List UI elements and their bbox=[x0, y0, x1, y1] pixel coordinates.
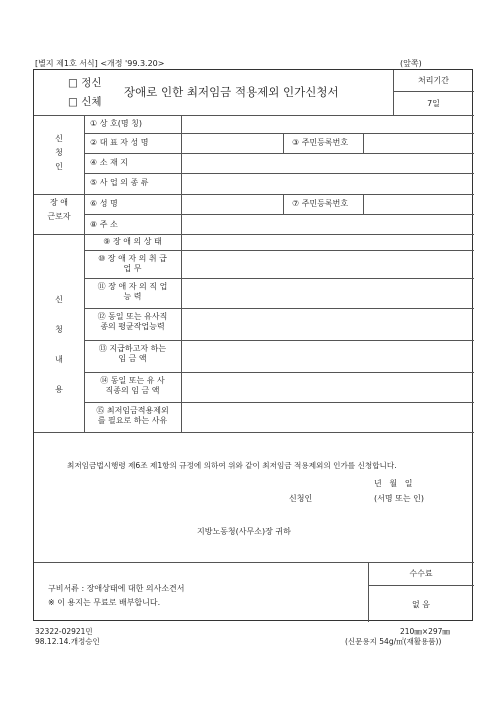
application-form bbox=[33, 69, 473, 621]
exemption-reason-label-line2: 를 필요로 하는 사유 bbox=[97, 416, 168, 425]
paper-type: (신문용지 54g/㎡(재활용품)) bbox=[345, 637, 442, 646]
form-title: 장애로 인한 최저임금 적용제외 인가신청서 bbox=[124, 85, 339, 99]
job-ability-label-line1: ⑪ 장 애 자 의 직 업 bbox=[97, 282, 168, 291]
fee-value: 없 음 bbox=[412, 600, 430, 609]
approval-date: 98.12.14.개정승인 bbox=[35, 637, 100, 646]
worker-section-char-2: 근로자 bbox=[47, 212, 71, 221]
applicant-section-char-2: 청 bbox=[55, 148, 63, 157]
representative-name-label: ② 대 표 자 성 명 bbox=[90, 138, 149, 147]
handled-duties-label-line2: 업 무 bbox=[123, 264, 142, 273]
physical-checkbox-label[interactable]: □ 신체 bbox=[68, 96, 102, 108]
content-section-char-2: 청 bbox=[55, 325, 63, 334]
applicant-section-char-3: 인 bbox=[55, 162, 63, 171]
exemption-reason-label-line1: ⑮ 최저임금적용제외 bbox=[96, 406, 169, 415]
location-label: ④ 소 재 지 bbox=[90, 158, 128, 167]
business-type-label: ⑤ 사 업 의 종 류 bbox=[90, 178, 149, 187]
worker-name-label: ⑥ 성 명 bbox=[90, 199, 118, 208]
job-ability-label-line2: 능 력 bbox=[123, 292, 142, 301]
applicant-sign-label: 신청인 bbox=[289, 494, 313, 503]
applicant-rrn-label: ③ 주민등록번호 bbox=[292, 138, 349, 147]
mental-checkbox-label[interactable]: □ 정신 bbox=[68, 77, 102, 89]
worker-rrn-label: ⑦ 주민등록번호 bbox=[292, 199, 349, 208]
form-number-header: [별지 제1호 서식] <개정 '99.3.20> bbox=[35, 59, 165, 68]
disability-status-label: ⑨ 장 애 의 상 태 bbox=[103, 237, 162, 246]
application-date: 년 월 일 bbox=[374, 479, 413, 488]
content-section-char-1: 신 bbox=[55, 295, 63, 304]
avg-work-ability-label-line1: ⑫ 동일 또는 유사직 bbox=[97, 312, 168, 321]
addressee-label: 지방노동청(사무소)장 귀하 bbox=[197, 527, 291, 536]
required-documents-label: 구비서류 : 장애상태에 대한 의사소견서 bbox=[48, 584, 185, 593]
signature-or-seal-label: (서명 또는 인) bbox=[374, 494, 424, 503]
declaration-text: 최저임금법시행령 제6조 제1항의 규정에 의하여 위와 같이 최저임금 적용제외의 인가를 신청합니다. bbox=[67, 461, 397, 470]
content-section-char-4: 용 bbox=[55, 385, 63, 394]
fee-label: 수수료 bbox=[409, 569, 433, 578]
free-distribution-note: ※ 이 용지는 무료로 배부합니다. bbox=[48, 598, 161, 607]
worker-address-label: ⑧ 주 소 bbox=[90, 220, 118, 229]
trade-name-label: ① 상 호(명 칭) bbox=[90, 119, 142, 128]
worker-section-char-1: 장 애 bbox=[50, 198, 68, 207]
paper-size: 210㎜×297㎜ bbox=[400, 627, 450, 636]
content-section-char-3: 내 bbox=[55, 355, 63, 364]
processing-period-value: 7일 bbox=[427, 99, 440, 108]
similar-job-wage-label-line2: 직종의 임 금 액 bbox=[105, 386, 160, 395]
form-code: 32322-02921민 bbox=[35, 627, 93, 636]
similar-job-wage-label-line1: ⑭ 동일 또는 유 사 bbox=[100, 376, 165, 385]
avg-work-ability-label-line2: 종의 평균작업능력 bbox=[100, 322, 165, 331]
intended-wage-label-line2: 임 금 액 bbox=[118, 354, 147, 363]
applicant-section-char-1: 신 bbox=[55, 134, 63, 143]
front-side-label: (앞쪽) bbox=[400, 59, 422, 68]
intended-wage-label-line1: ⑬ 지급하고자 하는 bbox=[98, 344, 167, 353]
processing-period-label: 처리기간 bbox=[418, 76, 449, 85]
handled-duties-label-line1: ⑩ 장 애 자 의 취 급 bbox=[98, 254, 167, 263]
